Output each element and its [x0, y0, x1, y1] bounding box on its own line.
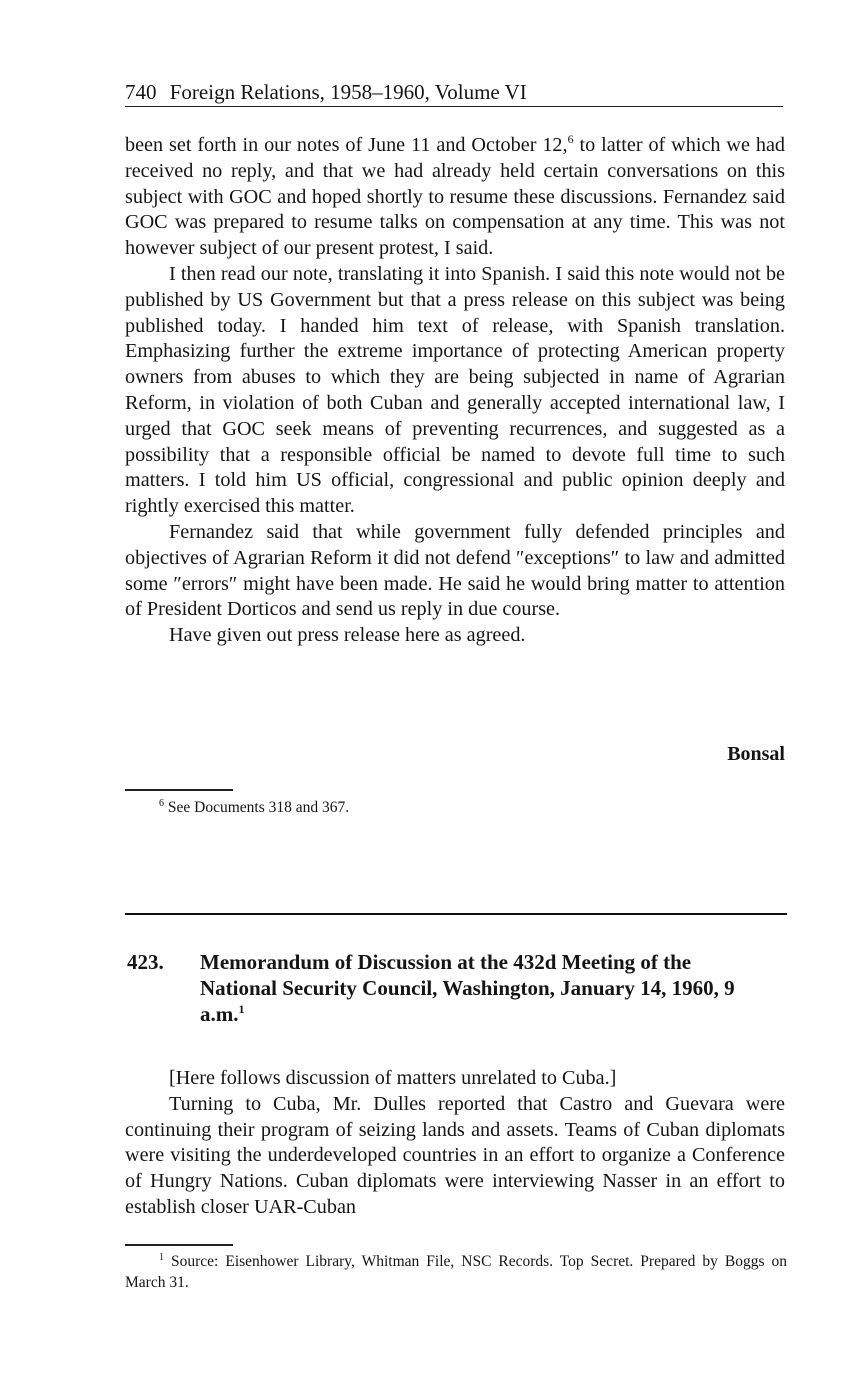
- paragraph: Fernandez said that while government fully defended principles and objectives of Agrarian Reform it did not defend ″exceptions″ to law and admitted some ″errors″ might have been made. He said he would bring matter to attention of President Dorticos and send us reply in due course.: [125, 520, 785, 621]
- footnote-rule: [125, 789, 233, 791]
- footnote-ref: 6: [567, 132, 574, 146]
- paragraph: Have given out press release here as agreed.: [169, 624, 526, 647]
- section-divider: [125, 913, 787, 915]
- paragraph: been set forth in our notes of June 11 and October 12,$^6$ to latter of which we had received no reply, and that we had already held certain conversations on this subject with GOC and hoped shortly to resume these discussions. Fernandez said GOC was prepared to resume talks on compensation at any time. This was not however subject of our present protest, I said.: [125, 132, 785, 260]
- paragraph: I then read our note, translating it into Spanish. I said this note would not be published by US Government but that a press release on this subject was being published today. I handed him text of release, with Spanish translation. Emphasizing further the extreme importance of protecting American property owners from abuses to which they are being subjected in name of Agrarian Reform, in violation of both Cuban and generally accepted international law, I urged that GOC seek means of preventing recurrences, and suggested as a possibility that a responsible official be named to devote full time to such matters. I told him US official, congressional and public opinion deeply and rightly exercised this matter.: [125, 262, 785, 518]
- paragraph: Turning to Cuba, Mr. Dulles reported that Castro and Guevara were continuing their program of seizing lands and assets. Teams of Cuban diplomats were visiting the underdeveloped countries in an effort to organize a Conference of Hungry Nations. Cuban diplomats were interviewing Nasser in an effort to establish closer UAR-Cuban: [125, 1092, 785, 1218]
- document-title: Memorandum of Discussion at the 432d Meeting of the National Security Council, Washington, January 14, 1960, 9 a.m.$^1$: [200, 950, 735, 1026]
- signature: Bonsal: [727, 743, 785, 765]
- top-body-text: [125, 133, 785, 649]
- running-header: [125, 79, 783, 107]
- footnote: $^1$ Source: Eisenhower Library, Whitman File, NSC Records. Top Secret. Prepared by Boggs on March 31.: [125, 1252, 787, 1291]
- page-number: 740: [125, 80, 157, 104]
- document-number: 423.: [127, 950, 164, 974]
- footnote: $^6$ See Documents 318 and 367.: [159, 798, 350, 816]
- paragraph: [Here follows discussion of matters unrelated to Cuba.]: [169, 1067, 617, 1089]
- running-title: Foreign Relations, 1958–1960, Volume VI: [169, 80, 527, 104]
- footnote-rule: [125, 1244, 233, 1246]
- bottom-body-text: [125, 1066, 785, 1221]
